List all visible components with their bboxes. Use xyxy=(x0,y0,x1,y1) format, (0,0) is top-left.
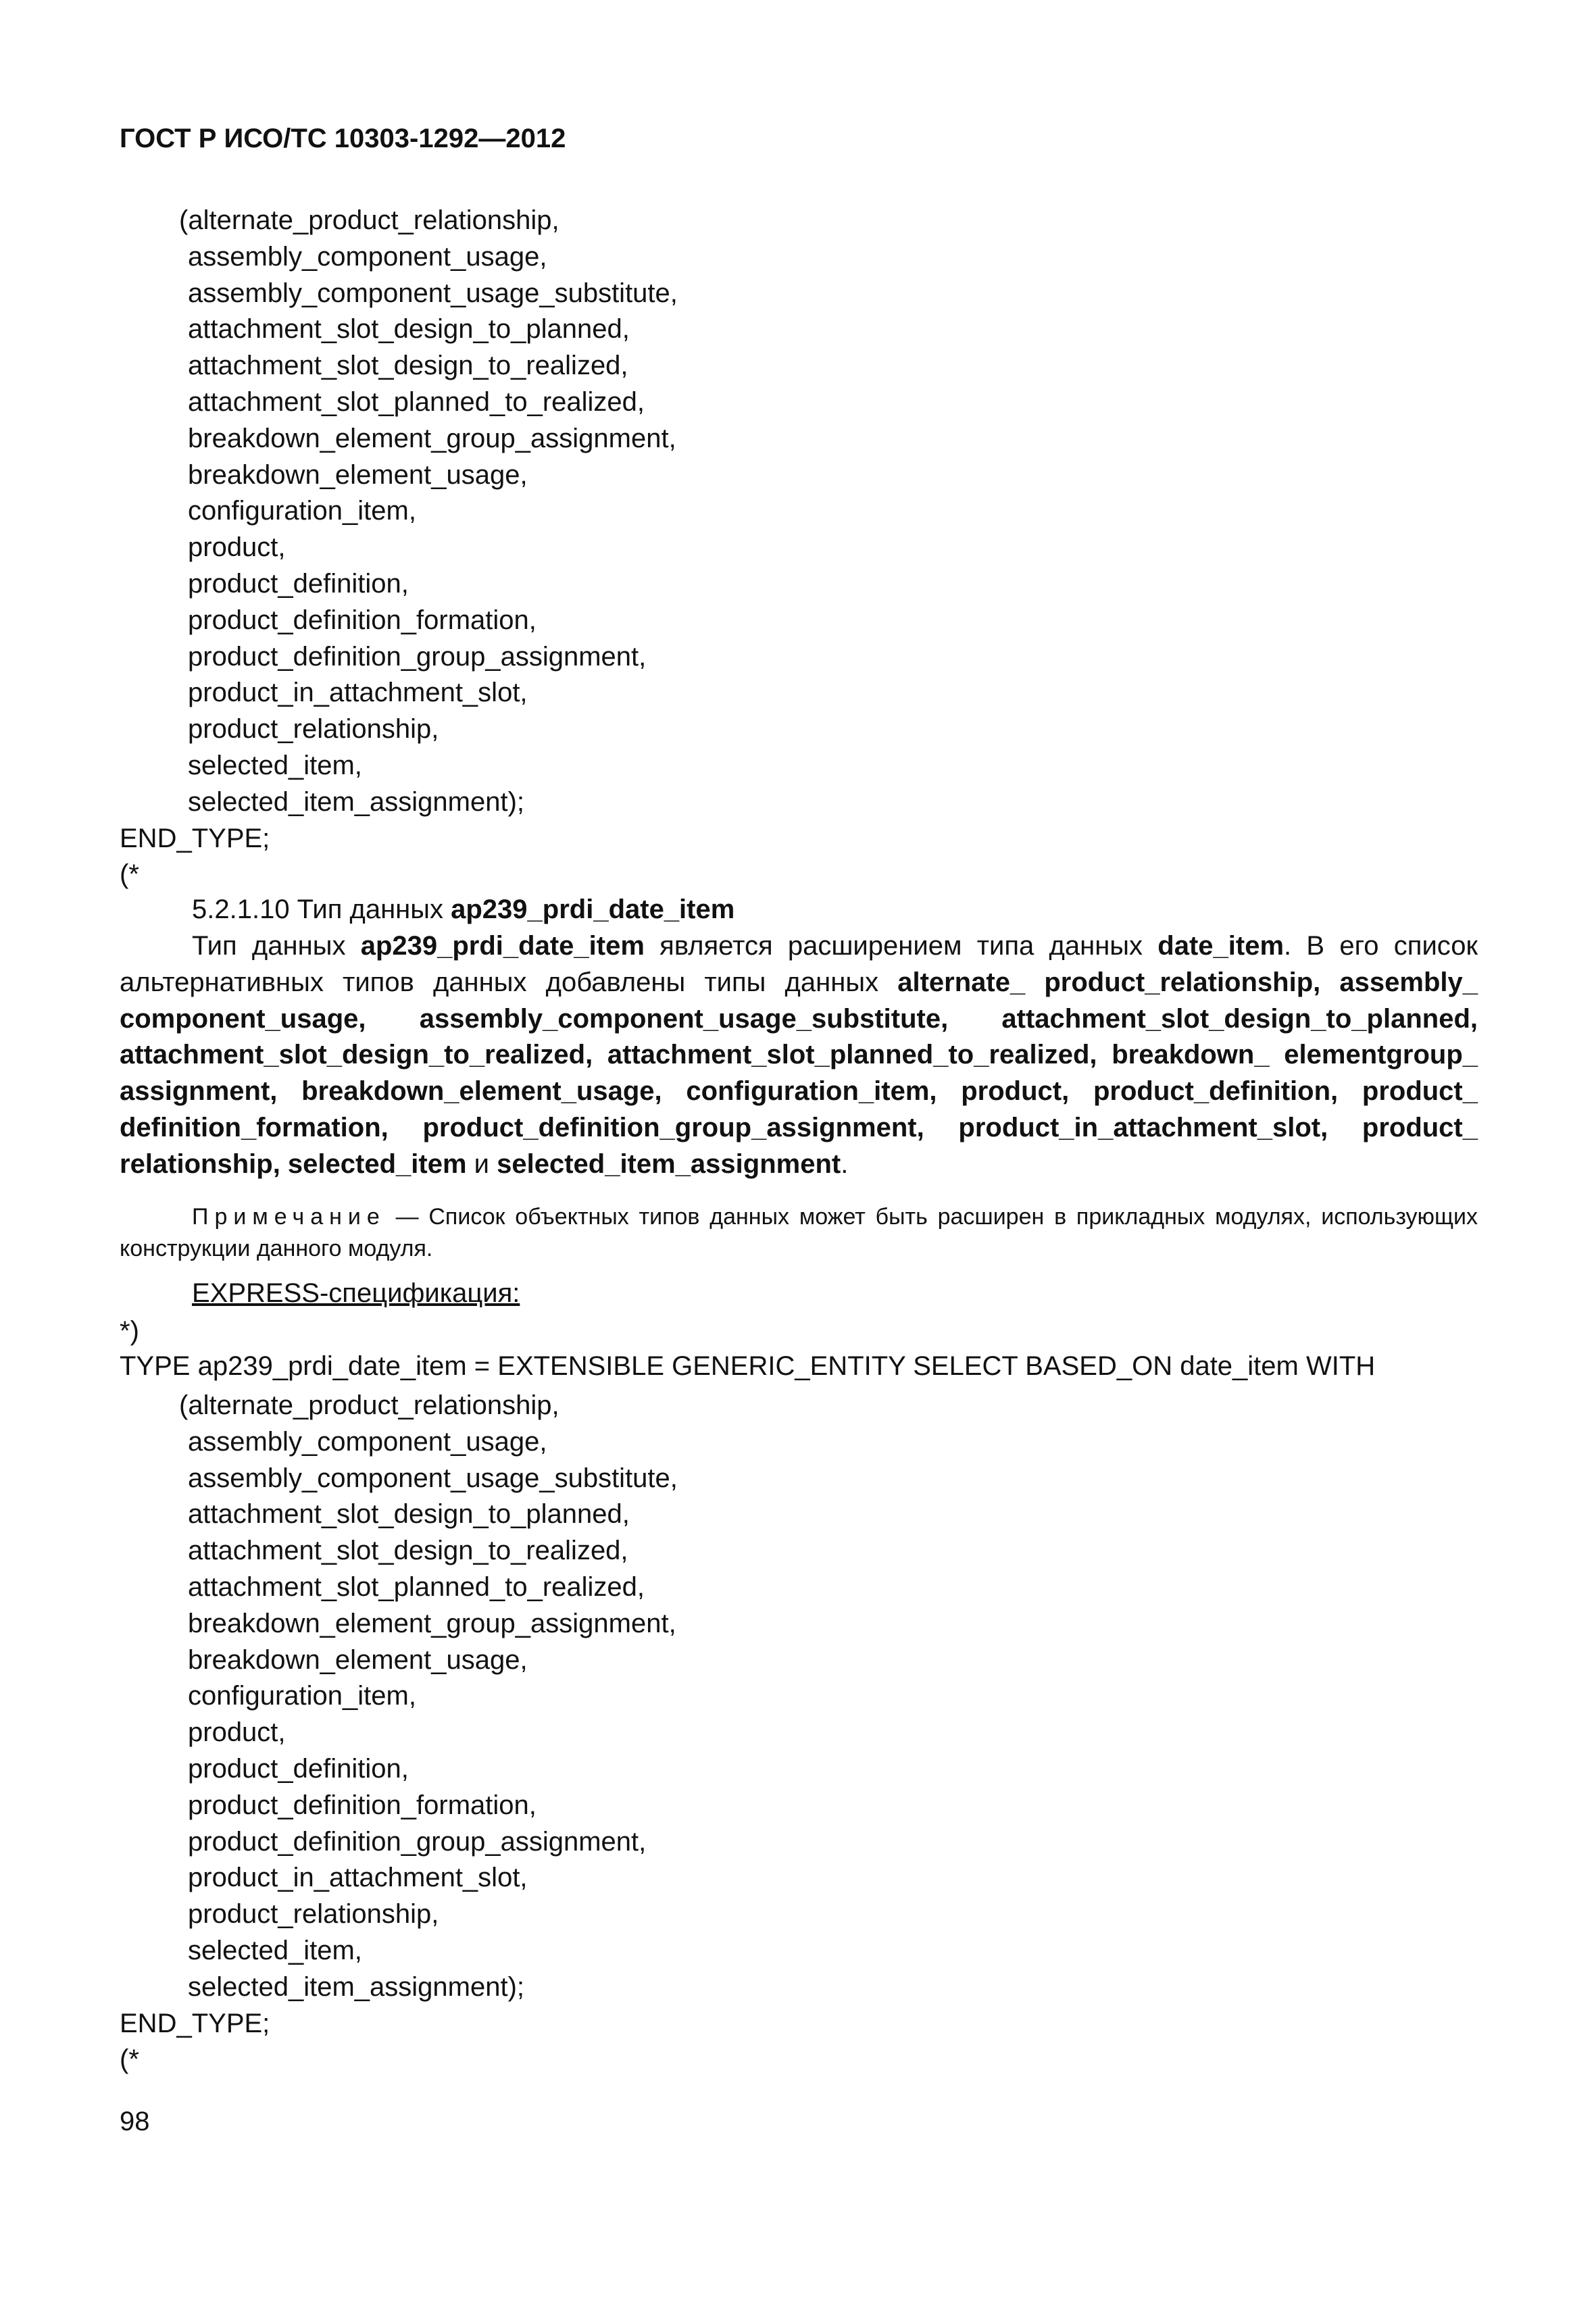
code-line: product_definition, xyxy=(188,568,409,599)
express-spec-label: EXPRESS-спецификация: xyxy=(192,1278,520,1308)
code-line: product, xyxy=(188,1717,286,1748)
code-line: breakdown_element_group_assignment, xyxy=(188,1608,676,1638)
code-line: attachment_slot_design_to_planned, xyxy=(188,314,630,345)
code-line: product_in_attachment_slot, xyxy=(188,1863,528,1893)
section-heading xyxy=(120,892,1550,928)
code-line: product_definition_formation, xyxy=(188,605,537,635)
para-end: . xyxy=(841,1149,849,1179)
code-line: attachment_slot_design_to_realized, xyxy=(188,351,628,381)
code-line: product_definition, xyxy=(188,1753,409,1784)
para-last: selected_item_assignment xyxy=(497,1149,841,1179)
code-line: (alternate_product_relationship, xyxy=(179,205,559,235)
express-select-list-1 xyxy=(120,203,678,893)
para-base: date_item xyxy=(1157,931,1285,961)
type-declaration-line: TYPE ap239_prdi_date_item = EXTENSIBLE GENERIC_ENTITY SELECT BASED_ON date_item WITH xyxy=(120,1351,1376,1381)
code-line: attachment_slot_design_to_realized, xyxy=(188,1536,628,1566)
para-mid: является расширением типа данных xyxy=(644,931,1158,961)
section-paragraph xyxy=(120,928,1478,1183)
code-line: assembly_component_usage_substitute, xyxy=(188,278,678,308)
code-line: selected_item_assignment); xyxy=(188,786,525,817)
code-line: assembly_component_usage_substitute, xyxy=(188,1463,678,1493)
code-line: attachment_slot_design_to_planned, xyxy=(188,1499,630,1530)
section-heading-prefix: 5.2.1.10 Тип данных xyxy=(192,895,451,924)
code-line: breakdown_element_group_assignment, xyxy=(188,423,676,453)
para-and: и xyxy=(466,1149,497,1179)
code-line: configuration_item, xyxy=(188,1681,416,1711)
code-line: assembly_component_usage, xyxy=(188,241,547,272)
para-type: ap239_prdi_date_item xyxy=(360,931,645,961)
code-line: product, xyxy=(188,532,286,563)
code-line: product_in_attachment_slot, xyxy=(188,678,528,708)
para-intro: Тип данных xyxy=(192,931,361,961)
section-heading-type: ap239_prdi_date_item xyxy=(451,895,735,924)
note-label: Примечание xyxy=(192,1204,386,1230)
code-line: configuration_item, xyxy=(188,496,416,526)
code-line: selected_item, xyxy=(188,1935,362,1965)
code-line: selected_item_assignment); xyxy=(188,1971,525,2002)
page-number: 98 xyxy=(120,2107,150,2136)
express-select-list-2 xyxy=(120,1388,678,2078)
code-line: product_definition_group_assignment, xyxy=(188,1826,647,1857)
note-text: — Список объектных типов данных может быть расширен в прикладных модулях, использующих конструкции данного модуля. xyxy=(120,1204,1478,1261)
code-line: (alternate_product_relationship, xyxy=(179,1390,559,1420)
end-type-line: END_TYPE; xyxy=(120,823,270,853)
comment-open-line: (* xyxy=(120,2044,139,2075)
comment-open-line: (* xyxy=(120,859,139,890)
code-line: assembly_component_usage, xyxy=(188,1426,547,1457)
end-type-line: END_TYPE; xyxy=(120,2008,270,2038)
code-line: breakdown_element_usage, xyxy=(188,1644,528,1675)
para-list: alternate_ product_relationship, assembly_ component_usage, assembly_component_usage_substitute, attachment_slot_design_to_planned, attachment_slot_design_to_realized, attachment_slot_planned_to_realized, breakdown_ elementgroup_ assignment, breakdown_element_usage, configuration_item, product, product_definition, product_ definition_formation, product_definition_group_assignment, product_in_attachment_slot, product_ relationship, selected_item xyxy=(120,967,1478,1179)
code-line: product_definition_group_assignment, xyxy=(188,641,647,672)
code-line: product_relationship, xyxy=(188,714,439,745)
code-line: product_definition_formation, xyxy=(188,1790,537,1820)
para-mid2: . В его список альтернативных типов данных добавлены типы данных xyxy=(120,931,1478,997)
document-header: ГОСТ Р ИСО/ТС 10303-1292—2012 xyxy=(120,124,566,153)
code-line: selected_item, xyxy=(188,750,362,780)
comment-close-line: *) xyxy=(120,1316,139,1346)
code-line: product_relationship, xyxy=(188,1899,439,1930)
code-line: attachment_slot_planned_to_realized, xyxy=(188,1571,645,1602)
code-line: breakdown_element_usage, xyxy=(188,459,528,490)
code-line: attachment_slot_planned_to_realized, xyxy=(188,386,645,417)
note-paragraph xyxy=(120,1201,1478,1265)
